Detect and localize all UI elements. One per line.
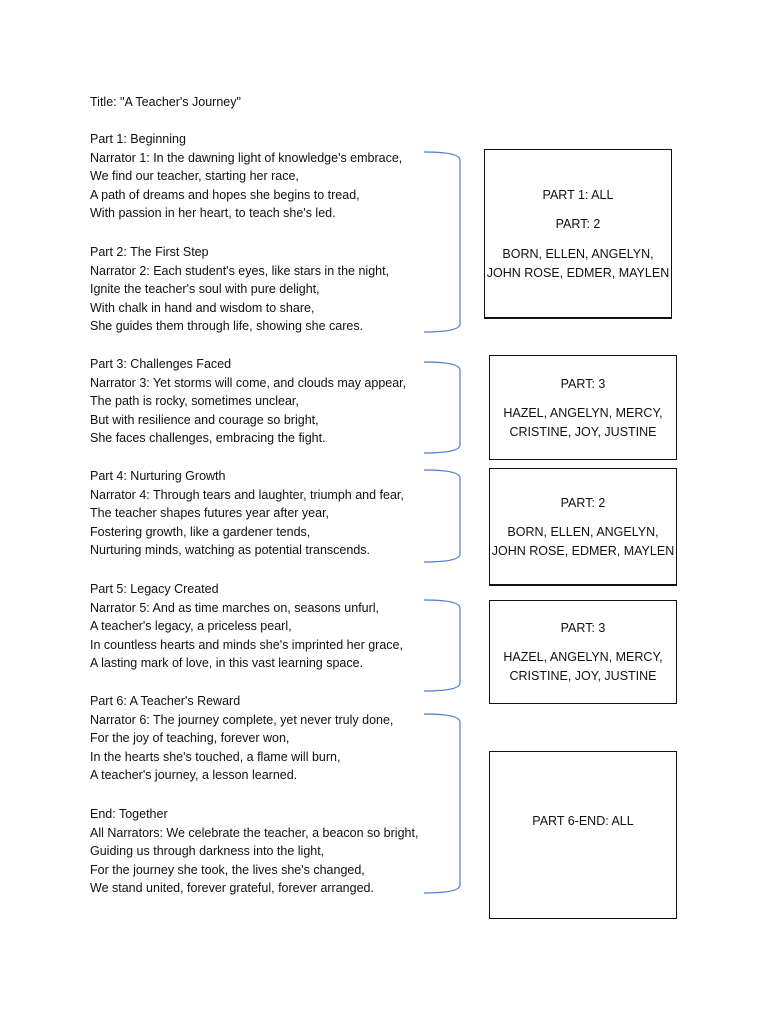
box-line: PART 1: ALL bbox=[542, 188, 614, 202]
assignment-box-part5 bbox=[489, 600, 677, 704]
bracket-part6-end bbox=[424, 714, 460, 893]
poem-line: In the hearts she's touched, a flame will burn, bbox=[90, 749, 341, 764]
poem-line: Narrator 4: Through tears and laughter, triumph and fear, bbox=[90, 487, 404, 502]
assignment-box-part3 bbox=[489, 355, 677, 460]
poem-line: But with resilience and courage so bright, bbox=[90, 412, 319, 427]
section-heading: Part 3: Challenges Faced bbox=[90, 357, 232, 371]
bracket-part4 bbox=[424, 470, 460, 562]
poem-line: Guiding us through darkness into the light, bbox=[90, 844, 325, 859]
poem-title: Title: "A Teacher's Journey" bbox=[90, 95, 241, 109]
bracket-part1-2 bbox=[424, 152, 460, 332]
section-heading: End: Together bbox=[90, 807, 168, 821]
poem-line: Nurturing minds, watching as potential transcends. bbox=[90, 543, 371, 558]
box-line: JOHN ROSE, EDMER, MAYLEN bbox=[486, 266, 670, 280]
box-line: HAZEL, ANGELYN, MERCY, bbox=[503, 650, 663, 664]
poem-line: A path of dreams and hopes she begins to tread, bbox=[90, 187, 360, 202]
poem-line: The teacher shapes futures year after year, bbox=[90, 506, 330, 521]
poem-line: Narrator 1: In the dawning light of knowledge's embrace, bbox=[90, 150, 403, 165]
section-heading: Part 2: The First Step bbox=[90, 245, 209, 259]
box-line: PART 6-END: ALL bbox=[532, 814, 634, 828]
bracket-part5 bbox=[424, 600, 460, 691]
assignment-box-part6-end bbox=[489, 751, 677, 919]
poem-line: Narrator 2: Each student's eyes, like stars in the night, bbox=[90, 263, 390, 278]
section-heading: Part 4: Nurturing Growth bbox=[90, 469, 226, 483]
assignment-box-part1-2 bbox=[484, 149, 672, 319]
poem-line: With passion in her heart, to teach she's led. bbox=[90, 206, 336, 221]
poem-line: A teacher's journey, a lesson learned. bbox=[90, 768, 298, 783]
poem-line: A lasting mark of love, in this vast learning space. bbox=[90, 656, 364, 671]
poem-line: For the joy of teaching, forever won, bbox=[90, 731, 290, 746]
section-heading: Part 5: Legacy Created bbox=[90, 582, 219, 596]
poem-line: Ignite the teacher's soul with pure delight, bbox=[90, 282, 320, 297]
poem-line: All Narrators: We celebrate the teacher, a beacon so bright, bbox=[90, 825, 419, 840]
poem-line: The path is rocky, sometimes unclear, bbox=[90, 394, 299, 409]
poem-line: A teacher's legacy, a priceless pearl, bbox=[90, 619, 292, 634]
poem-line: She guides them through life, showing she cares. bbox=[90, 319, 364, 334]
poem-line: With chalk in hand and wisdom to share, bbox=[90, 300, 315, 315]
poem-line: In countless hearts and minds she's imprinted her grace, bbox=[90, 637, 403, 652]
section-heading: Part 6: A Teacher's Reward bbox=[90, 694, 241, 708]
poem-line: Narrator 5: And as time marches on, seasons unfurl, bbox=[90, 600, 380, 615]
poem-line: Narrator 6: The journey complete, yet never truly done, bbox=[90, 712, 394, 727]
box-line: CRISTINE, JOY, JUSTINE bbox=[509, 669, 657, 683]
poem-line: For the journey she took, the lives she's changed, bbox=[90, 862, 365, 877]
box-line: CRISTINE, JOY, JUSTINE bbox=[509, 425, 657, 439]
poem-line: Narrator 3: Yet storms will come, and clouds may appear, bbox=[90, 375, 407, 390]
bracket-part3 bbox=[424, 362, 460, 453]
box-line: BORN, ELLEN, ANGELYN, bbox=[507, 525, 659, 539]
box-line: JOHN ROSE, EDMER, MAYLEN bbox=[491, 544, 675, 558]
box-line: PART: 3 bbox=[560, 621, 606, 635]
poem-line: Fostering growth, like a gardener tends, bbox=[90, 524, 311, 539]
box-line: PART: 2 bbox=[560, 496, 606, 510]
assignment-box-part4 bbox=[489, 468, 677, 586]
poem-line: We stand united, forever grateful, forever arranged. bbox=[90, 881, 374, 896]
box-line: PART: 3 bbox=[560, 377, 606, 391]
poem-line: She faces challenges, embracing the fight. bbox=[90, 431, 326, 446]
poem-line: We find our teacher, starting her race, bbox=[90, 169, 299, 184]
box-line: PART: 2 bbox=[555, 217, 601, 231]
box-line: BORN, ELLEN, ANGELYN, bbox=[502, 247, 654, 261]
box-line: HAZEL, ANGELYN, MERCY, bbox=[503, 406, 663, 420]
section-heading: Part 1: Beginning bbox=[90, 132, 186, 146]
